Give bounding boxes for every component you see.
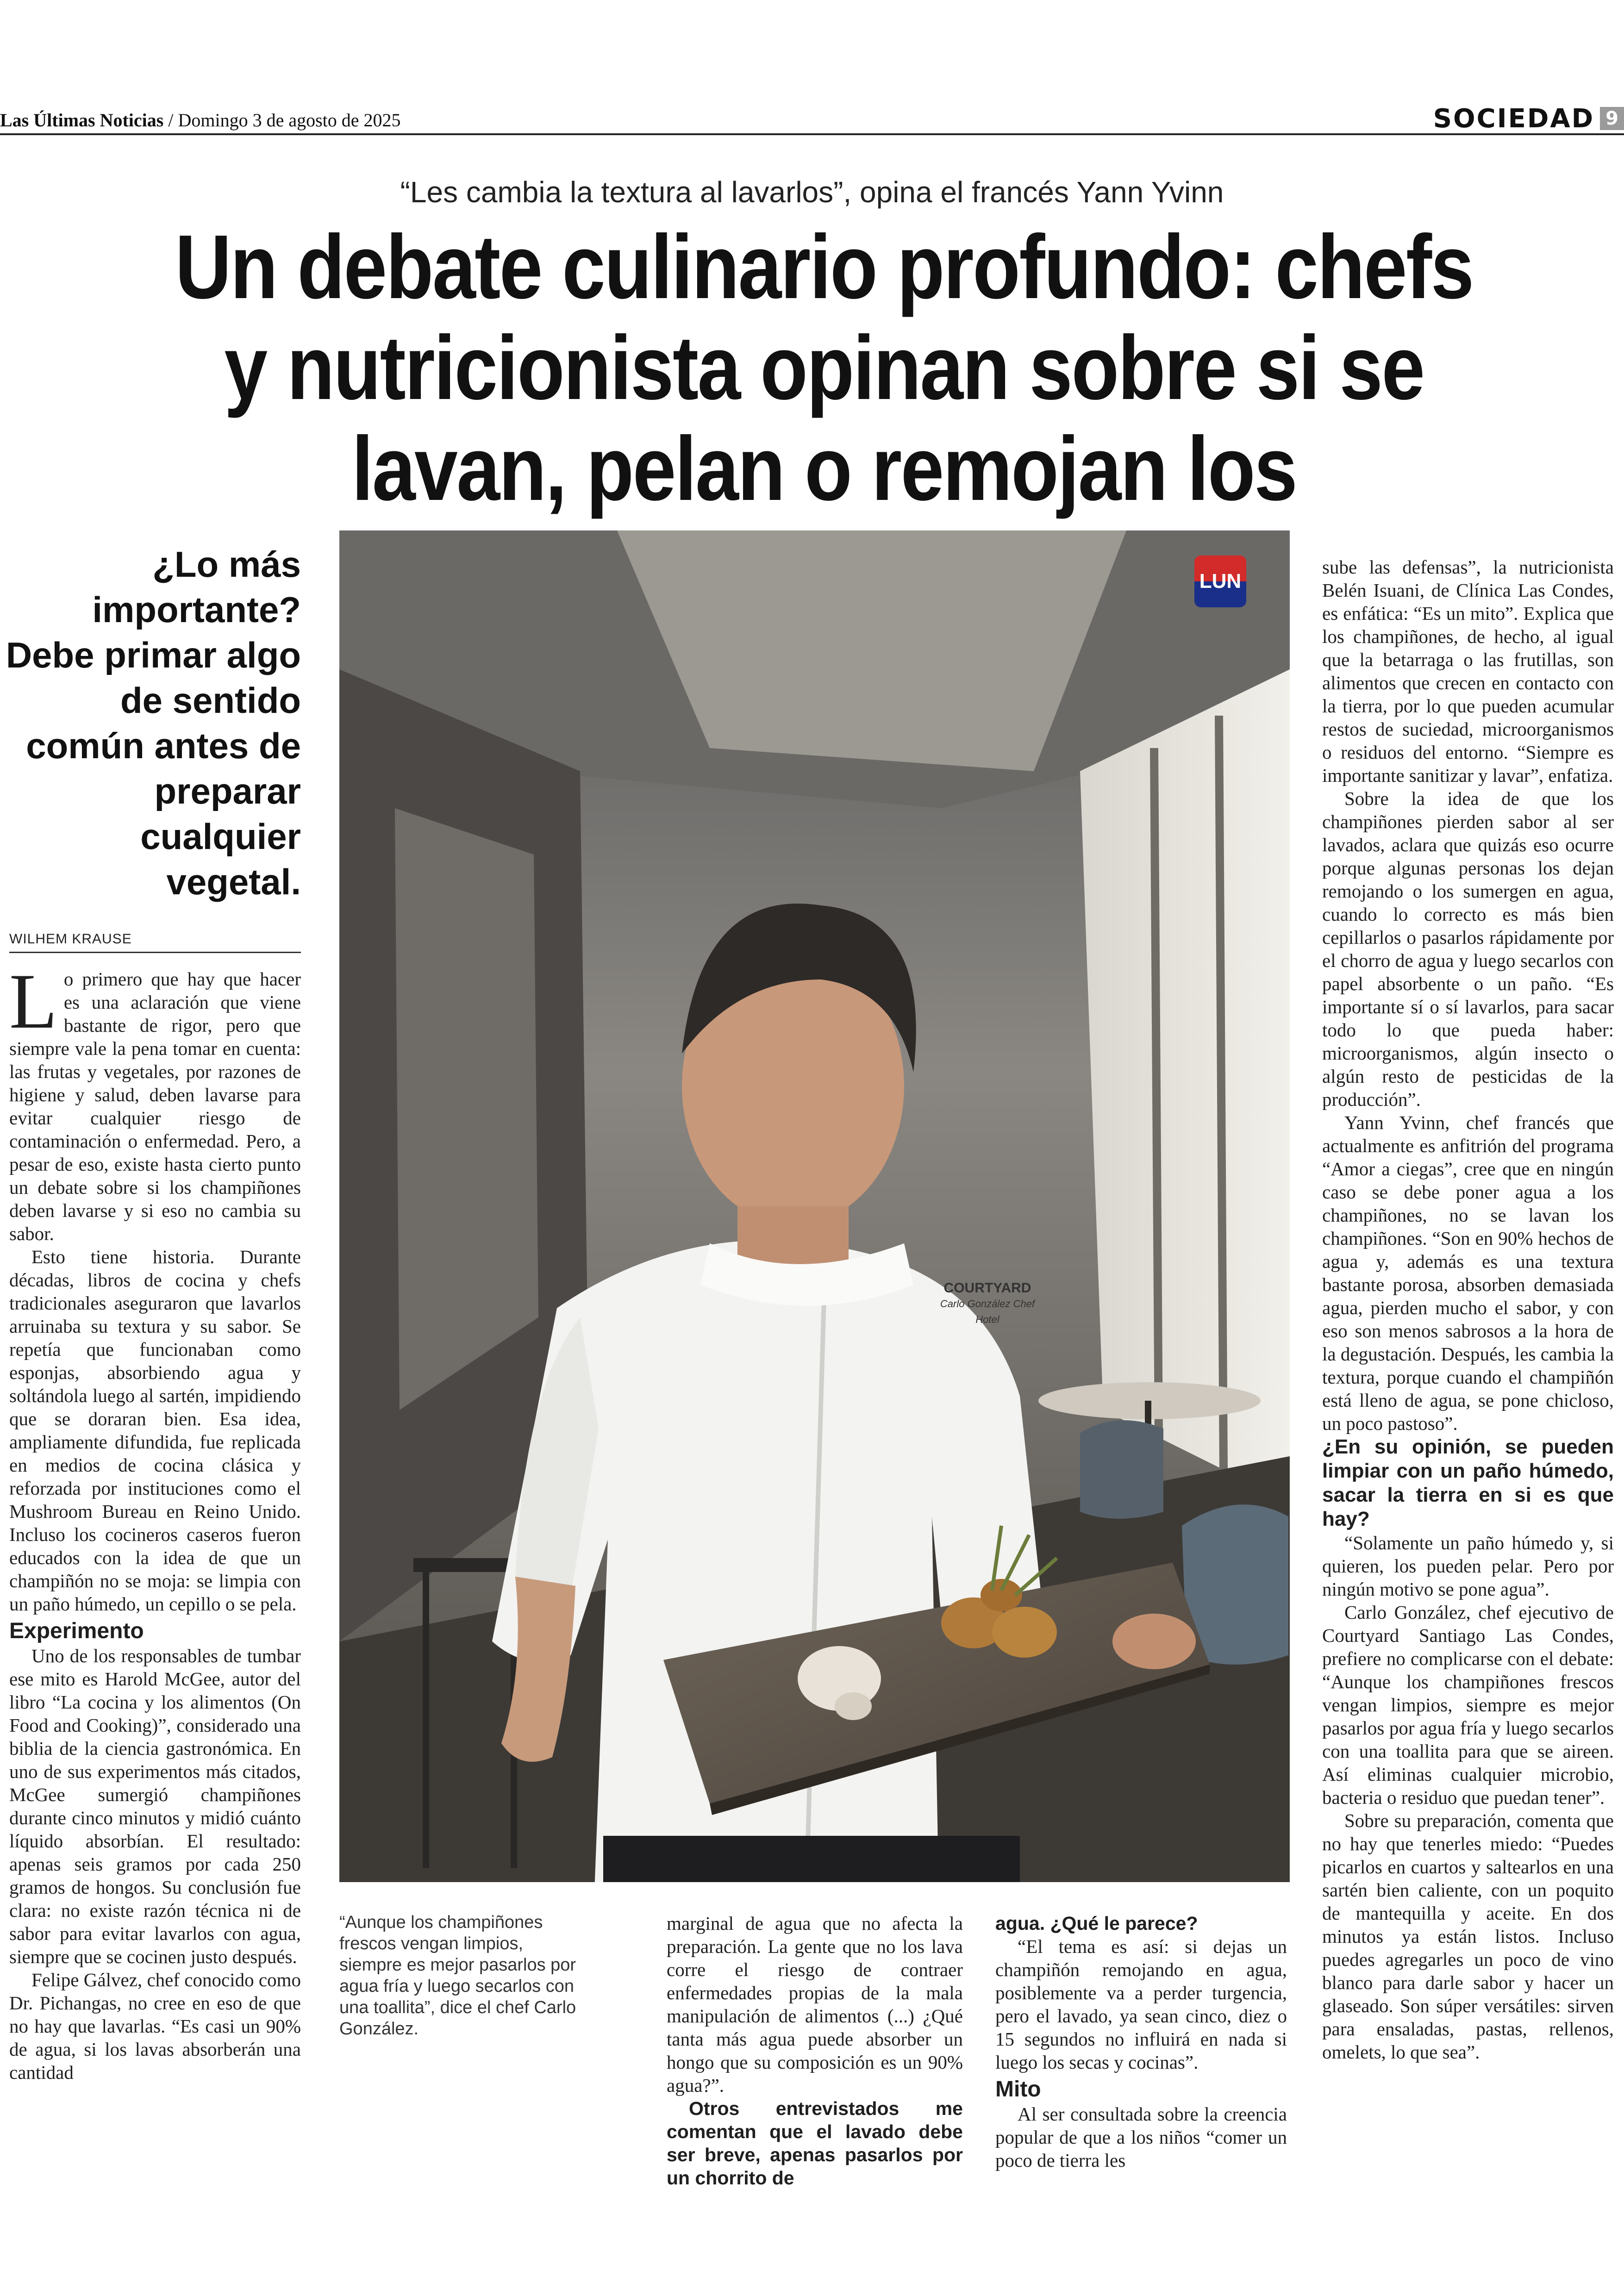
paragraph: marginal de agua que no afecta la preparación. La gente que no los lava corre el riesgo de contraer enfermedades propias de la mala manipulación de alimentos (...) ¿Qué tanta más agua puede absorber un hongo que su composición es un 90% agua?”. bbox=[667, 1913, 963, 2096]
uniform-name-tag: Carlo González Chef Hotel bbox=[940, 1298, 1035, 1325]
subheading: Experimento bbox=[9, 1619, 144, 1643]
interview-question: Otros entrevistados me comentan que el lavado debe ser breve, apenas pasarlos por un chorrito de bbox=[667, 2098, 963, 2189]
article-column-4 bbox=[995, 1912, 1287, 2172]
kicker: “Les cambia la textura al lavarlos”, opina el francés Yann Yvinn bbox=[400, 175, 1224, 209]
chef-photo bbox=[339, 530, 1290, 1882]
interview-question: agua. ¿Qué le parece? bbox=[995, 1913, 1198, 1934]
byline: WILHEM KRAUSE bbox=[9, 931, 301, 953]
article-column-5 bbox=[1322, 555, 1614, 2064]
section-name: SOCIEDAD bbox=[1433, 103, 1595, 134]
paragraph: “Solamente un paño húmedo y, si quieren, los pueden pelar. Pero por ningún motivo se pone agua”. bbox=[1322, 1532, 1614, 1600]
headline: Un debate culinario profundo: chefs y nutricionista opinan sobre si se lavan, pelan o remojan los bbox=[175, 216, 1473, 519]
page-number: 9 bbox=[1600, 107, 1624, 130]
interview-question: ¿En su opinión, se pueden limpiar con un paño húmedo, sacar la tierra en si es que hay? bbox=[1322, 1435, 1614, 1530]
paragraph: Uno de los responsables de tumbar ese mito es Harold McGee, autor del libro “La cocina y los alimentos (On Food and Cooking)”, considerado una biblia de la ciencia gastronómica. En uno de sus experimentos más citados, McGee sumergió champiñones durante cinco minutos y midió cuánto líquido absorbían. El resultado: apenas seis gramos por cada 250 gramos de hongos. Su conclusión fue clara: no existe razón técnica ni de sabor para evitar lavarlos con agua, siempre que se cocinen justo después. bbox=[9, 1645, 301, 1967]
masthead-left bbox=[0, 109, 401, 131]
article-column-3 bbox=[667, 1912, 963, 2189]
photo-caption: “Aunque los champiñones frescos vengan limpios, siempre es mejor pasarlos por agua fría y luego secarlos con una toallita”, dice el chef Carlo González. bbox=[339, 1913, 576, 2039]
paragraph-text: o primero que hay que hacer es una aclaración que viene bastante de rigor, pero que siempre vale la pena tomar en cuenta: las frutas y vegetales, por razones de higiene y salud, deben lavarse para evitar cualquier riesgo de contaminación o enfermedad. Pero, a pesar de eso, existe hasta cierto punto un debate sobre si los champiñones deben lavarse y si eso no cambia su sabor. bbox=[9, 968, 301, 1244]
paragraph: Sobre la idea de que los champiñones pierden sabor al ser lavados, aclara que quizás eso ocurre porque algunas personas los dejan remojando o los sumergen en agua, cuando lo correcto es más bien cepillarlos o pasarlos rápidamente por el chorro de agua y luego secarlos con papel absorbente o un paño. “Es importante sí o sí lavarlos, para sacar todo lo que pueda haber: microorganismos, algún insecto o algún resto de pesticidas de la producción”. bbox=[1322, 788, 1614, 1110]
uniform-logo bbox=[927, 1280, 1048, 1328]
paragraph: “El tema es así: si dejas un champiñón remojando en agua, posiblemente va a perder turgencia, pero el lavado, ya sean cinco, diez o 15 segundos no influirá en nada si luego los secas y cocinas”. bbox=[995, 1936, 1287, 2073]
paragraph: Felipe Gálvez, chef conocido como Dr. Pichangas, no cree en eso de que no hay que lavarlas. “Es casi un 90% de agua, si los lavas absorberán una cantidad bbox=[9, 1969, 301, 2083]
photo-illustration bbox=[339, 530, 1290, 1882]
article-column-1 bbox=[9, 958, 301, 2084]
paragraph: Al ser consultada sobre la creencia popular de que a los niños “comer un poco de tierra les bbox=[995, 2103, 1287, 2171]
paper-name: Las Últimas Noticias bbox=[0, 110, 164, 131]
masthead-rule bbox=[0, 133, 1624, 135]
paragraph: Esto tiene historia. Durante décadas, libros de cocina y chefs tradicionales aseguraron que lavarlos arruinaba su textura y su sabor. Se repetía que funcionaban como esponjas, absorbiendo agua y soltándola luego al sartén, impidiendo que se doraran bien. Esa idea, ampliamente difundida, fue replicada en medios de cocina clásica y reforzada por instituciones como el Mushroom Bureau en Reino Unido. Incluso los cocineros caseros fueron educados con la idea de que un champiñón no se moja: se limpia con un paño húmedo, un cepillo o se pela. bbox=[9, 1246, 301, 1615]
masthead-right bbox=[1433, 105, 1624, 132]
drop-cap: L bbox=[9, 958, 57, 1045]
pull-quote: ¿Lo más importante? Debe primar algo de sentido común antes de preparar cualquier vegetal. bbox=[6, 544, 301, 902]
issue-date: Domingo 3 de agosto de 2025 bbox=[178, 110, 401, 131]
uniform-brand: COURTYARD bbox=[943, 1280, 1031, 1296]
masthead-separator: / bbox=[168, 110, 174, 131]
paragraph: Carlo González, chef ejecutivo de Courtyard Santiago Las Condes, prefiere no complicarse con el debate: “Aunque los champiñones frescos vengan limpios, siempre es mejor pasarlos por agua fría y luego secarlos con una toallita para que se aireen. Así eliminas cualquier microbio, bacteria o residuo que puedan tener”. bbox=[1322, 1602, 1614, 1808]
paragraph: sube las defensas”, la nutricionista Belén Isuani, de Clínica Las Condes, es enfática: “Es un mito”. Explica que los champiñones, de hecho, al igual que la betarraga o las frutillas, son alimentos que crecen en contacto con la tierra, por lo que pueden acumular restos de suciedad, microorganismos o residuos del entorno. “Siempre es importante sanitizar y lavar”, enfatiza. bbox=[1322, 556, 1614, 786]
lun-logo: LUN bbox=[1194, 555, 1246, 607]
paragraph bbox=[9, 958, 301, 1245]
subheading: Mito bbox=[995, 2077, 1041, 2102]
paragraph: Sobre su preparación, comenta que no hay que tenerles miedo: “Puedes picarlos en cuartos y saltearlos en una sartén bien caliente, con un poquito de mantequilla y aceite. En dos minutos ya están listos. Incluso puedes agregarles un poco de vino blanco para darle sabor y hacer un glaseado. Son súper versátiles: sirven para ensaladas, pastas, rellenos, omelets, lo que sea”. bbox=[1322, 1810, 1614, 2063]
paragraph: Yann Yvinn, chef francés que actualmente es anfitrión del programa “Amor a ciegas”, cree que en ningún caso se debe poner agua a los champiñones, no se lavan los champiñones. “Son en 90% hechos de agua y, además es una textura bastante porosa, absorben demasiada agua, pierden mucho el sabor, y con eso son menos sabrosos a la hora de la degustación. Después, les cambia la textura, porque cuando el champiñón está lleno de agua, se pone chicloso, un poco pastoso”. bbox=[1322, 1112, 1614, 1434]
